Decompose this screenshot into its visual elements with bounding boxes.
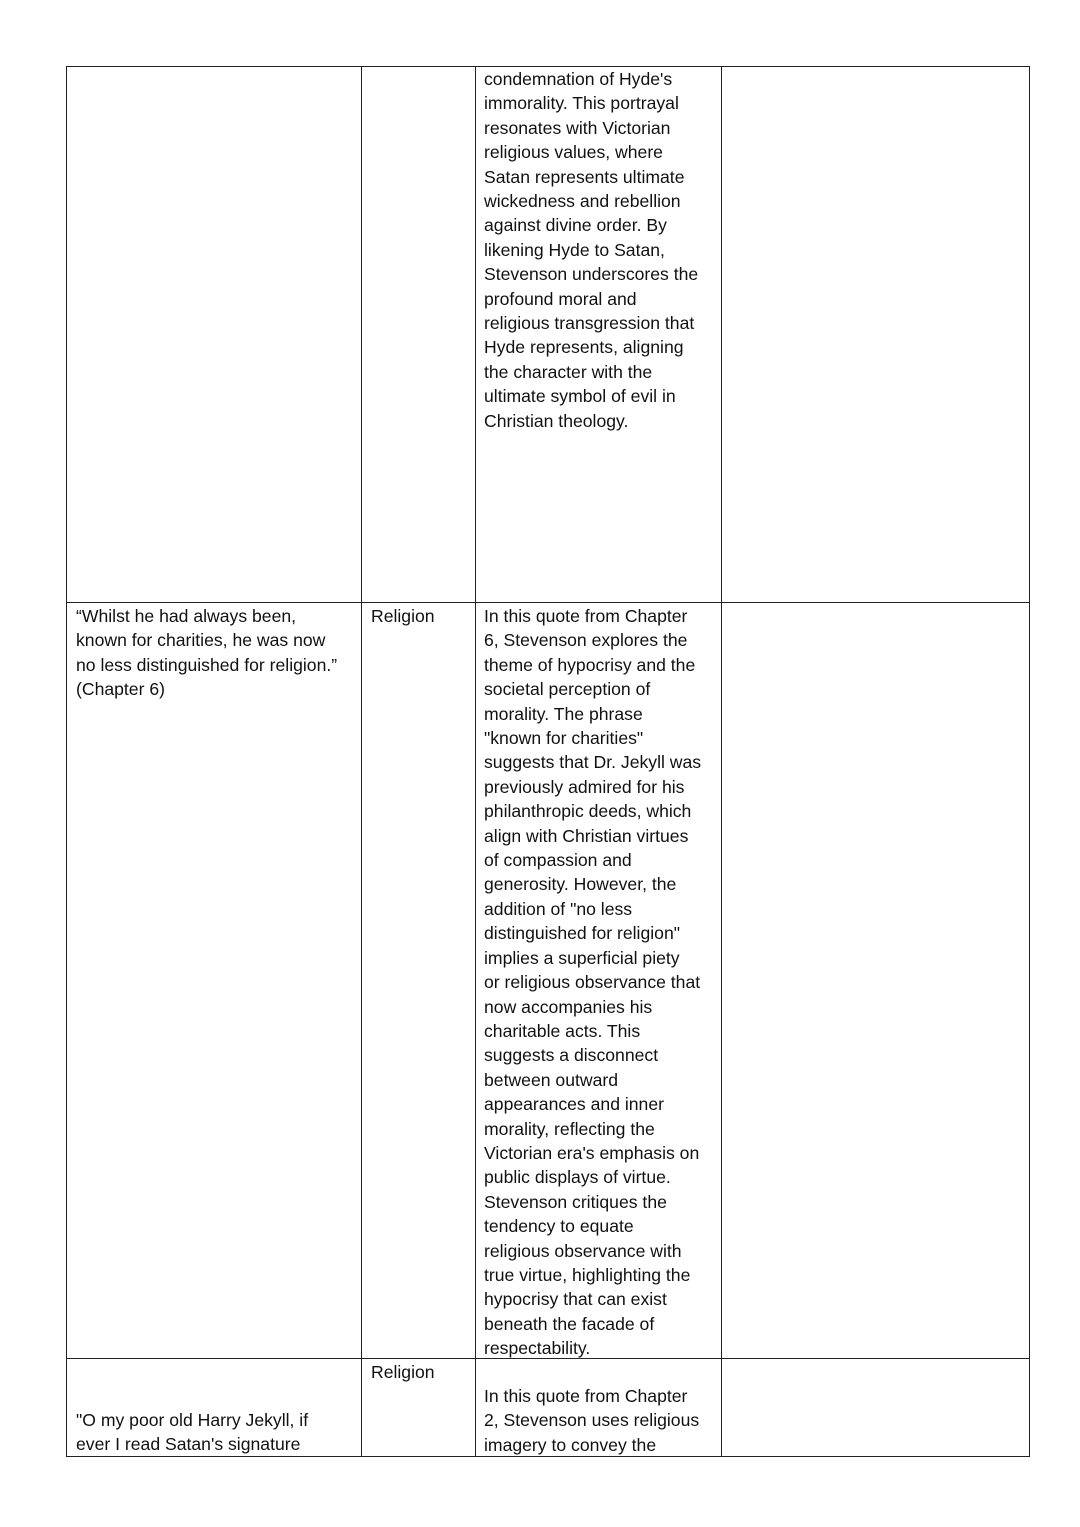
column-divider-3 bbox=[721, 66, 722, 1457]
column-divider-1 bbox=[361, 66, 362, 1457]
row-divider-1 bbox=[66, 602, 1030, 603]
row-3-analysis-cell: In this quote from Chapter 2, Stevenson uses religious imagery to convey the bbox=[484, 1386, 700, 1455]
column-divider-2 bbox=[475, 66, 476, 1457]
row-3-quote-cell: "O my poor old Harry Jekyll, if ever I read Satan's signature bbox=[76, 1410, 309, 1455]
row-2-analysis-cell: In this quote from Chapter 6, Stevenson explores the theme of hypocrisy and the societal perception of morality. The phrase "known for charities" suggests that Dr. Jekyll was previously admired for his philanthropic deeds, which align with Christian virtues of compassion and generosity. However, the addition of "no less distinguished for religion" implies a superficial piety or religious observance that now accompanies his charitable acts. This suggests a disconnect between outward appearances and inner morality, reflecting the Victorian era's emphasis on public displays of virtue. Stevenson critiques the tendency to equate religious observance with true virtue, highlighting the hypocrisy that can exist beneath the facade of respectability. bbox=[484, 606, 702, 1359]
row-2-quote-cell: “Whilst he had always been, known for charities, he was now no less distinguished for religion.” (Chapter 6) bbox=[76, 606, 338, 700]
row-2-theme-cell: Religion bbox=[371, 606, 435, 626]
row-3-theme-cell: Religion bbox=[371, 1362, 435, 1382]
row-1-analysis-cell: condemnation of Hyde's immorality. This portrayal resonates with Victorian religious values, where Satan represents ultimate wickedness and rebellion against divine order. By likening Hyde to Satan, Stevenson underscores the profound moral and religious transgression that Hyde represents, aligning the character with the ultimate symbol of evil in Christian theology. bbox=[484, 69, 699, 431]
